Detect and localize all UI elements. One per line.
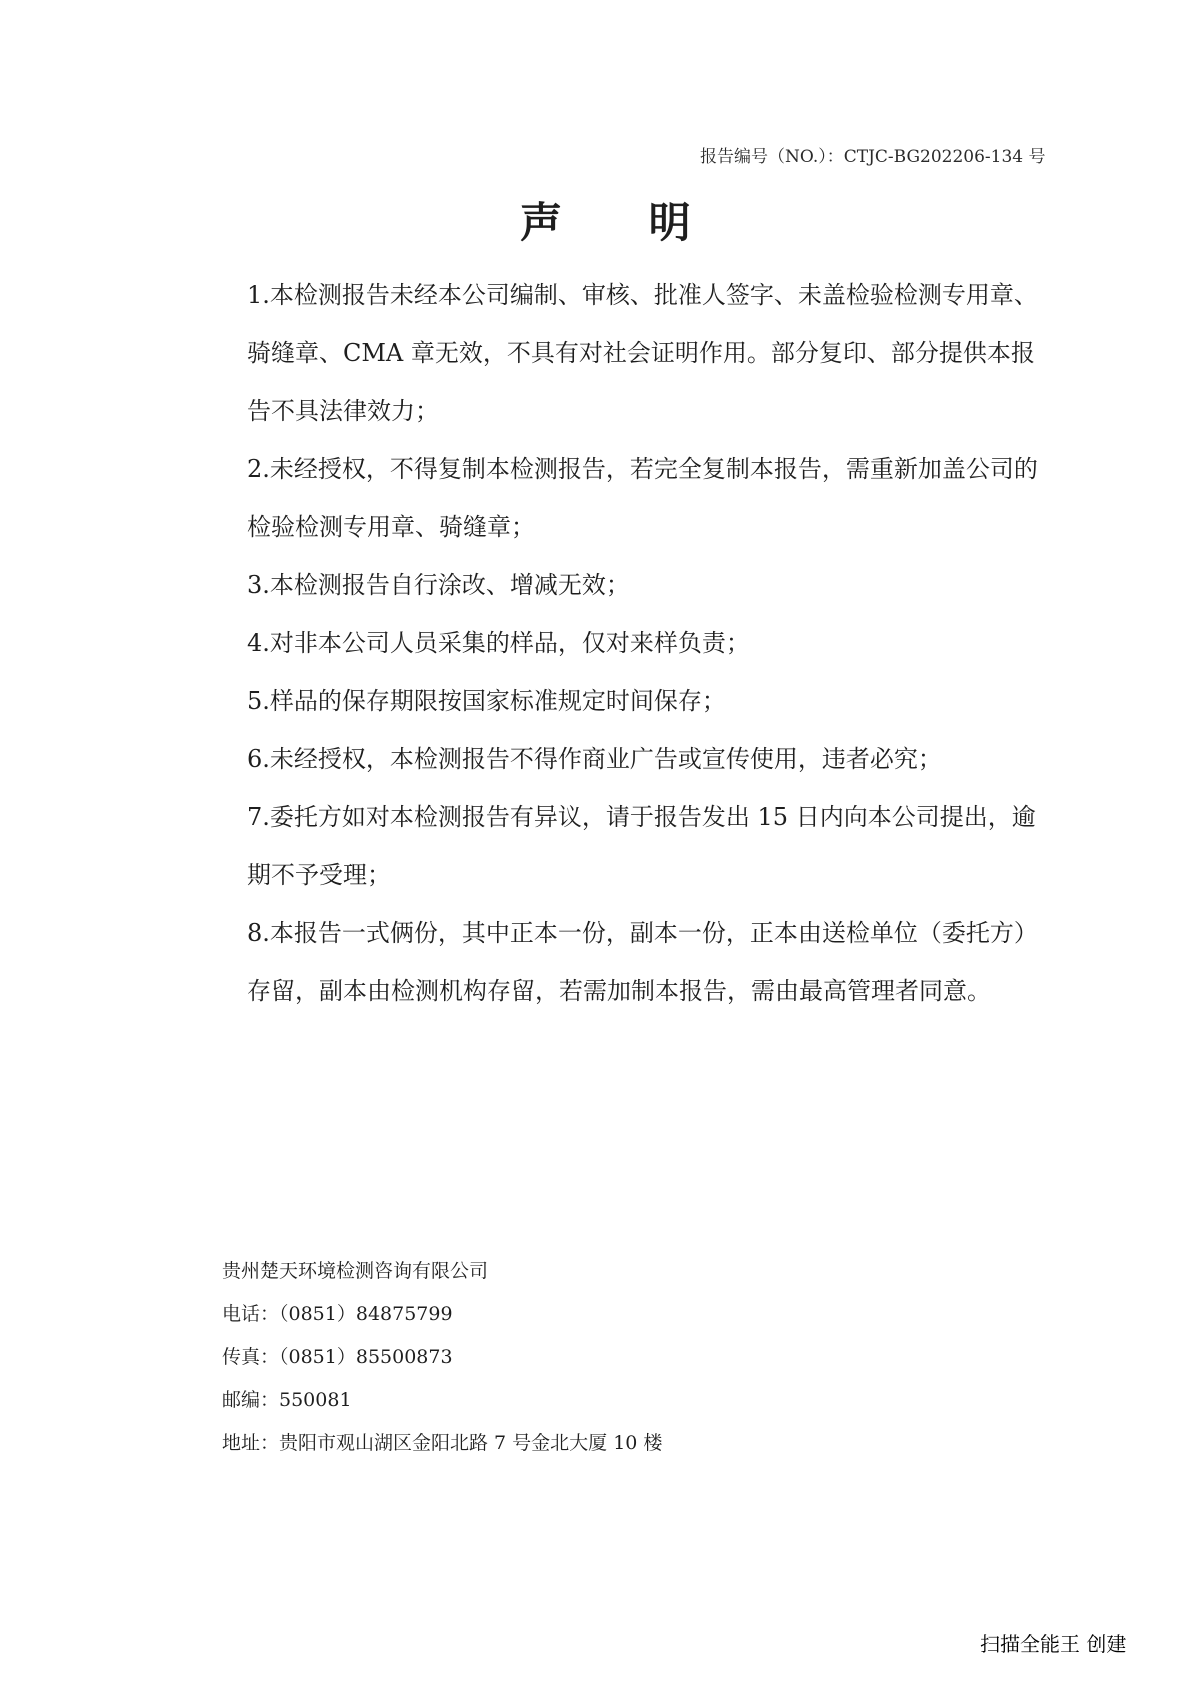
clause-6: 6.未经授权，本检测报告不得作商业广告或宣传使用，违者必究； — [247, 745, 942, 773]
contact-block — [222, 1250, 922, 1465]
clause-8: 8.本报告一式俩份，其中正本一份，副本一份，正本由送检单位（委托方）存留，副本由检测机构存留，若需加制本报告，需由最高管理者同意。 — [247, 919, 1038, 1005]
scanner-watermark: 扫描全能王 创建 — [980, 1632, 1127, 1656]
clause-2: 2.未经授权，不得复制本检测报告，若完全复制本报告，需重新加盖公司的检验检测专用章、骑缝章； — [247, 455, 1038, 541]
report-number: 报告编号（NO.）：CTJC-BG202206-134 号 — [700, 147, 1046, 167]
clause-1: 1.本检测报告未经本公司编制、审核、批准人签字、未盖检验检测专用章、骑缝章、CMA 章无效，不具有对社会证明作用。部分复印、部分提供本报告不具法律效力； — [247, 281, 1038, 425]
fax-line: 传真：（0851）85500873 — [222, 1346, 453, 1368]
postcode-line: 邮编：550081 — [222, 1389, 352, 1411]
phone-line: 电话：（0851）84875799 — [222, 1303, 453, 1325]
declaration-clauses — [247, 266, 1047, 1020]
company-name: 贵州楚天环境检测咨询有限公司 — [222, 1260, 489, 1282]
page-title: 声 明 — [520, 198, 727, 247]
clause-4: 4.对非本公司人员采集的样品，仅对来样负责； — [247, 629, 750, 657]
address-line: 地址：贵阳市观山湖区金阳北路 7 号金北大厦 10 楼 — [222, 1432, 663, 1454]
clause-5: 5.样品的保存期限按国家标准规定时间保存； — [247, 687, 726, 715]
clause-7: 7.委托方如对本检测报告有异议，请于报告发出 15 日内向本公司提出，逾期不予受理； — [247, 803, 1036, 889]
clause-3: 3.本检测报告自行涂改、增减无效； — [247, 571, 630, 599]
